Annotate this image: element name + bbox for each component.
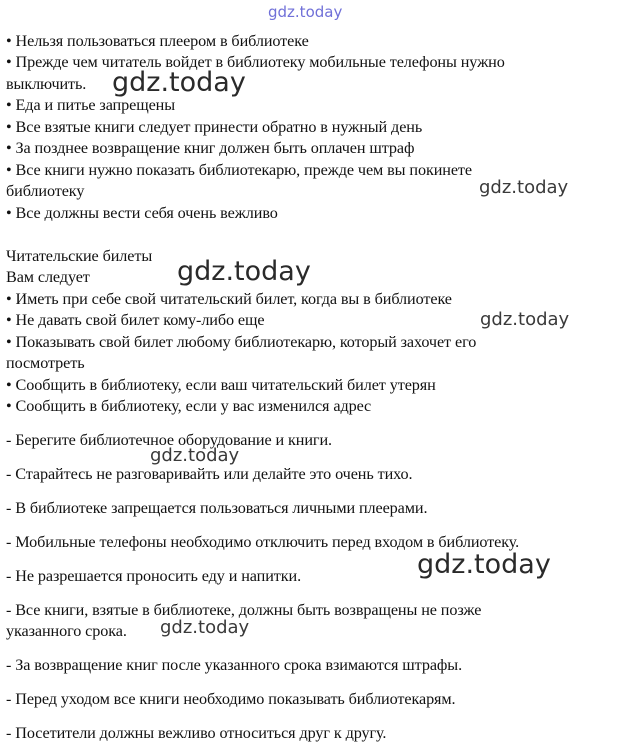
- ticket-rule-line: • Иметь при себе свой читательский билет, когда вы в библиотеке: [6, 290, 452, 308]
- dash-item: - Посетители должны вежливо относиться друг к другу.: [6, 724, 387, 742]
- rule-line: • Все взятые книги следует принести обратно в нужный день: [6, 118, 423, 136]
- dash-item: - За возвращение книг после указанного срока взимаются штрафы.: [6, 656, 463, 674]
- watermark: gdz.today: [160, 617, 250, 638]
- rule-line: • Еда и питье запрещены: [6, 96, 175, 114]
- dash-item: - Мобильные телефоны необходимо отключить перед входом в библиотеку.: [6, 533, 520, 551]
- tickets-intro: Вам следует: [6, 268, 90, 286]
- dash-item: - Все книги, взятые в библиотеке, должны быть возвращены не позже: [6, 601, 482, 619]
- watermark: gdz.today: [112, 67, 246, 98]
- rule-line: • Прежде чем читатель войдет в библиотеку мобильные телефоны нужно: [6, 53, 505, 71]
- dash-item: - Перед уходом все книги необходимо показывать библиотекарям.: [6, 690, 456, 708]
- watermark: gdz.today: [177, 256, 311, 287]
- watermark: gdz.today: [268, 3, 343, 21]
- rule-line-continued: библиотеку: [6, 182, 85, 200]
- rule-line: • За позднее возвращение книг должен быть оплачен штраф: [6, 139, 415, 157]
- watermark: gdz.today: [150, 445, 240, 466]
- ticket-rule-line-continued: посмотреть: [6, 354, 85, 372]
- dash-item: - Берегите библиотечное оборудование и книги.: [6, 431, 332, 449]
- ticket-rule-line: • Не давать свой билет кому-либо еще: [6, 311, 265, 329]
- dash-item: - Не разрешается проносить еду и напитки.: [6, 567, 302, 585]
- dash-item: - В библиотеке запрещается пользоваться личными плеерами.: [6, 499, 428, 517]
- watermark: gdz.today: [479, 177, 569, 198]
- rule-line: • Нельзя пользоваться плеером в библиотеке: [6, 32, 309, 50]
- rule-line: • Все должны вести себя очень вежливо: [6, 204, 278, 222]
- tickets-heading: Читательские билеты: [6, 247, 153, 265]
- dash-item: - Старайтесь не разговаривайть или делайте это очень тихо.: [6, 465, 413, 483]
- watermark: gdz.today: [480, 309, 570, 330]
- ticket-rule-line: • Показывать свой билет любому библиотекарю, который захочет его: [6, 333, 477, 351]
- rule-line-continued: выключить.: [6, 75, 87, 93]
- dash-item-continued: указанного срока.: [6, 622, 127, 640]
- ticket-rule-line: • Сообщить в библиотеку, если у вас изменился адрес: [6, 397, 372, 415]
- ticket-rule-line: • Сообщить в библиотеку, если ваш читательский билет утерян: [6, 376, 436, 394]
- watermark: gdz.today: [417, 549, 551, 580]
- rule-line: • Все книги нужно показать библиотекарю, прежде чем вы покинете: [6, 161, 472, 179]
